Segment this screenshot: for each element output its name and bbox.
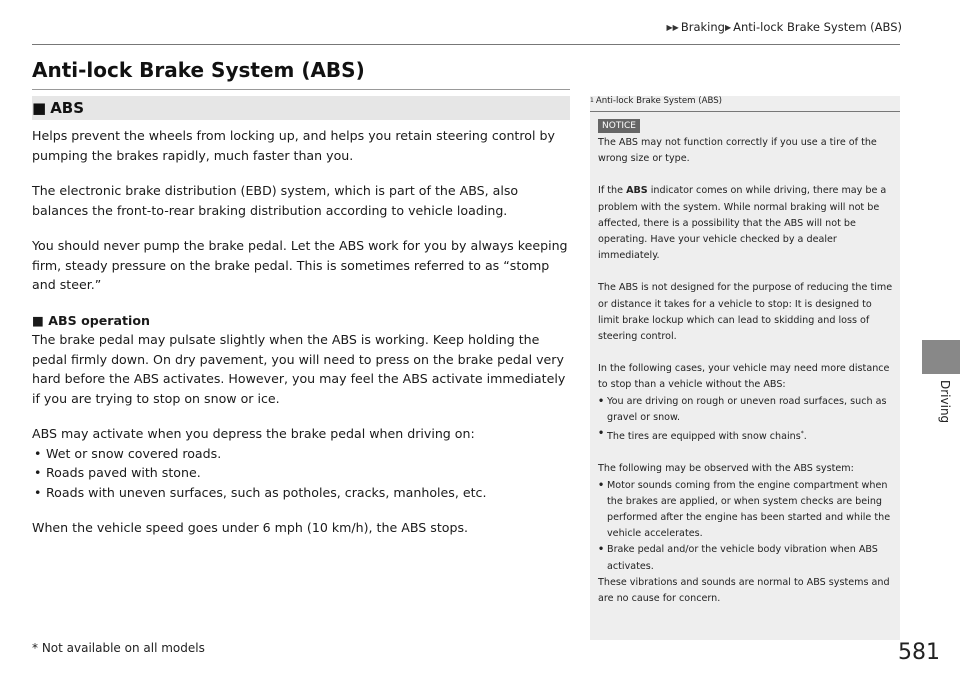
page-number: 581 — [898, 640, 940, 665]
list-item: • Roads paved with stone. — [32, 463, 576, 483]
section-square-icon: ■ — [32, 99, 47, 117]
design-paragraph: The ABS is not designed for the purpose of reducing the time or distance it takes for a vehicle to stop: It is designed to limit brake lockup which can lead to skidding and loss of steering control. — [598, 282, 893, 343]
list-item: • You are driving on rough or uneven road surfaces, such as gravel or snow. — [598, 394, 894, 426]
side-note-title: Anti-lock Brake System (ABS) — [595, 96, 723, 106]
list-item — [598, 426, 894, 445]
note-marker-icon: 1 — [590, 97, 594, 104]
indicator-text-pre: If the — [598, 185, 627, 197]
title-divider — [32, 89, 570, 90]
notice-badge: NOTICE — [598, 119, 640, 133]
observed-list — [598, 478, 894, 575]
page-title: Anti-lock Brake System (ABS) — [32, 58, 365, 82]
paragraph-ebd: The electronic brake distribution (EBD) system, which is part of the ABS, also balances the front-to-rear braking distribution according to vehicle loading. — [32, 183, 519, 218]
section-heading-bar — [32, 96, 570, 120]
breadcrumb-separator-icon: ▶ — [724, 23, 732, 32]
header-divider — [32, 44, 900, 45]
list-item: • Brake pedal and/or the vehicle body vibration when ABS activates. — [598, 542, 894, 574]
breadcrumb — [667, 20, 902, 34]
section-heading: ABS — [50, 99, 85, 117]
main-content — [32, 126, 576, 554]
abs-indicator-label: ABS — [626, 185, 648, 197]
case-text: The tires are equipped with snow chains — [607, 431, 801, 443]
notice-text: The ABS may not function correctly if you use a tire of the wrong size or type. — [598, 137, 877, 165]
activation-conditions-list — [32, 444, 576, 503]
side-note-panel — [590, 96, 900, 640]
chapter-tab-label: Driving — [938, 380, 952, 424]
breadcrumb-parent[interactable]: Braking — [680, 20, 725, 34]
closing-paragraph: These vibrations and sounds are normal to ABS systems and are no cause for concern. — [598, 576, 890, 605]
cases-intro: In the following cases, your vehicle may need more distance to stop than a vehicle without the ABS: — [598, 363, 890, 391]
list-item: • Motor sounds coming from the engine compartment when the brakes are applied, or when system checks are being performed after the engine has been started and while the vehicle accelerates. — [598, 478, 894, 543]
side-note-heading — [590, 96, 900, 112]
observed-intro: The following may be observed with the ABS system: — [598, 463, 854, 475]
paragraph-pump: You should never pump the brake pedal. Let the ABS work for you by always keeping firm, steady pressure on the brake pedal. This is sometimes referred to as “stomp and steer.” — [32, 238, 568, 292]
breadcrumb-arrow-icon: ▶▶ — [666, 23, 679, 32]
footnote-marker: * — [800, 430, 804, 438]
list-item: • Roads with uneven surfaces, such as potholes, cracks, manholes, etc. — [32, 483, 576, 503]
breadcrumb-current: Anti-lock Brake System (ABS) — [733, 20, 902, 34]
paragraph-activation-intro: ABS may activate when you depress the brake pedal when driving on: — [32, 426, 475, 441]
cases-list — [598, 394, 894, 446]
chapter-tab[interactable] — [922, 340, 960, 374]
indicator-text-post: indicator comes on while driving, there may be a problem with the system. While normal braking will not be affected, there is a possibility that the ABS will not be operating. Have your vehicle checked by a dealer immediately. — [598, 185, 887, 262]
list-item: • Wet or snow covered roads. — [32, 444, 576, 464]
indicator-paragraph — [598, 183, 894, 264]
paragraph-speed-stop: When the vehicle speed goes under 6 mph (10 km/h), the ABS stops. — [32, 520, 469, 535]
case-end: . — [803, 431, 807, 443]
subheading-abs-operation: ■ ABS operation — [32, 312, 150, 328]
paragraph-operation: The brake pedal may pulsate slightly when the ABS is working. Keep holding the pedal firmly down. On dry pavement, you will need to press on the brake pedal very hard before the ABS activates. However, you may feel the ABS activate immediately if you are trying to stop on snow or ice. — [32, 332, 566, 406]
footnote: * Not available on all models — [32, 641, 205, 655]
side-note-body — [598, 118, 894, 607]
paragraph-purpose: Helps prevent the wheels from locking up, and helps you retain steering control by pumping the brakes rapidly, much faster than you. — [32, 128, 555, 163]
